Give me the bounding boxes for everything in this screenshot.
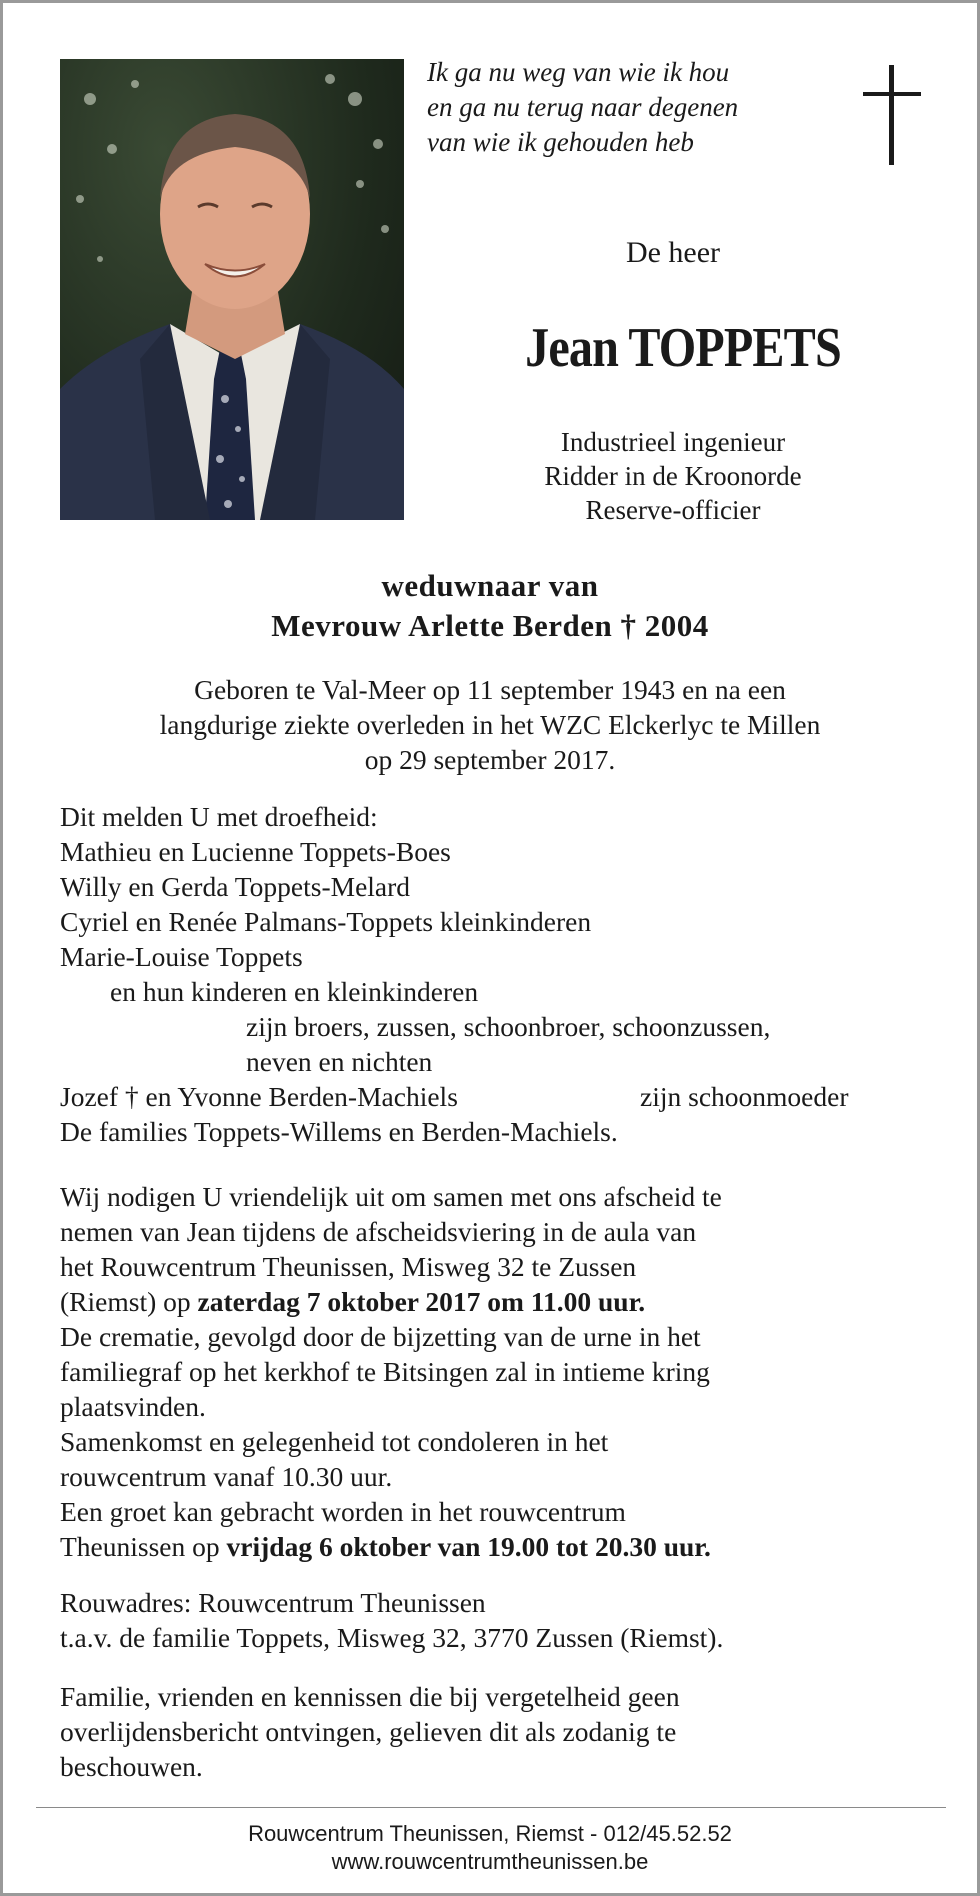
title-line: Ridder in de Kroonorde bbox=[544, 461, 802, 491]
announcement-intro: Dit melden U met droefheid: bbox=[60, 801, 378, 832]
family-siblings: neven en nichten bbox=[246, 1046, 433, 1077]
text-line bbox=[60, 1284, 940, 1319]
title-line: Reserve-officier bbox=[585, 495, 761, 525]
inlaws-name: Jozef † en Yvonne Berden-Machiels bbox=[60, 1081, 458, 1112]
text-line: beschouwen. bbox=[60, 1751, 203, 1782]
text-line: Rouwadres: Rouwcentrum Theunissen bbox=[60, 1587, 486, 1618]
text-line bbox=[60, 1529, 940, 1564]
family-member: Marie-Louise Toppets bbox=[60, 941, 303, 972]
salutation: De heer bbox=[625, 236, 721, 269]
family-member: Cyriel en Renée Palmans-Toppets kleinkinderen bbox=[60, 906, 592, 937]
poem-line: en ga nu terug naar degenen bbox=[427, 92, 739, 122]
widower-section bbox=[3, 566, 977, 646]
deceased-name: Jean TOPPETS bbox=[525, 317, 841, 379]
text-line: het Rouwcentrum Theunissen, Misweg 32 te Zussen bbox=[60, 1251, 637, 1282]
text-line: De crematie, gevolgd door de bijzetting van de urne in het bbox=[60, 1321, 701, 1352]
honorary-titles bbox=[473, 425, 873, 527]
cross-icon bbox=[863, 65, 921, 165]
notice bbox=[60, 1679, 940, 1784]
ceremony-datetime: zaterdag 7 oktober 2017 om 11.00 uur. bbox=[197, 1286, 646, 1317]
family-inlaws bbox=[60, 1079, 940, 1114]
inlaws-relation: zijn schoonmoeder bbox=[640, 1081, 849, 1112]
family-announcement bbox=[60, 799, 940, 1149]
families: De families Toppets-Willems en Berden-Machiels. bbox=[60, 1116, 618, 1147]
widower-label: weduwnaar van bbox=[381, 568, 599, 603]
text-fragment: (Riemst) op bbox=[60, 1286, 198, 1317]
text-line: t.a.v. de familie Toppets, Misweg 32, 3770 Zussen (Riemst). bbox=[60, 1622, 724, 1653]
text-line: familiegraf op het kerkhof te Bitsingen zal in intieme kring bbox=[60, 1356, 710, 1387]
text-line: nemen van Jean tijdens de afscheidsviering in de aula van bbox=[60, 1216, 697, 1247]
birth-death-info bbox=[3, 672, 977, 777]
family-member: Mathieu en Lucienne Toppets-Boes bbox=[60, 836, 451, 867]
funeral-home-website[interactable]: www.rouwcentrumtheunissen.be bbox=[331, 1849, 649, 1874]
poem-line: van wie ik gehouden heb bbox=[427, 127, 694, 157]
text-line: langdurige ziekte overleden in het WZC Elckerlyc te Millen bbox=[159, 709, 821, 740]
family-siblings: zijn broers, zussen, schoonbroer, schoonzussen, bbox=[246, 1011, 771, 1042]
text-fragment: Theunissen op bbox=[60, 1531, 227, 1562]
spouse-name: Mevrouw Arlette Berden † 2004 bbox=[271, 608, 709, 643]
footer bbox=[3, 1820, 977, 1876]
text-line: overlijdensbericht ontvingen, gelieven dit als zodanig te bbox=[60, 1716, 677, 1747]
text-line: Familie, vrienden en kennissen die bij vergetelheid geen bbox=[60, 1681, 680, 1712]
footer-divider bbox=[36, 1807, 946, 1808]
text-line: op 29 september 2017. bbox=[364, 744, 616, 775]
text-line: Geboren te Val-Meer op 11 september 1943 en na een bbox=[194, 674, 786, 705]
family-children: en hun kinderen en kleinkinderen bbox=[110, 976, 479, 1007]
funeral-home-contact: Rouwcentrum Theunissen, Riemst - 012/45.52.52 bbox=[248, 1821, 732, 1846]
poem-line: Ik ga nu weg van wie ik hou bbox=[427, 57, 730, 87]
portrait-photo bbox=[60, 59, 404, 520]
text-line: Wij nodigen U vriendelijk uit om samen met ons afscheid te bbox=[60, 1181, 722, 1212]
text-line: Samenkomst en gelegenheid tot condoleren in het bbox=[60, 1426, 609, 1457]
title-line: Industrieel ingenieur bbox=[560, 427, 786, 457]
poem bbox=[427, 55, 847, 160]
text-line: Een groet kan gebracht worden in het rouwcentrum bbox=[60, 1496, 626, 1527]
text-line: plaatsvinden. bbox=[60, 1391, 206, 1422]
visitation-datetime: vrijdag 6 oktober van 19.00 tot 20.30 uur. bbox=[226, 1531, 711, 1562]
mourning-address bbox=[60, 1585, 940, 1655]
text-line: rouwcentrum vanaf 10.30 uur. bbox=[60, 1461, 393, 1492]
ceremony-invitation bbox=[60, 1179, 940, 1564]
family-member: Willy en Gerda Toppets-Melard bbox=[60, 871, 411, 902]
